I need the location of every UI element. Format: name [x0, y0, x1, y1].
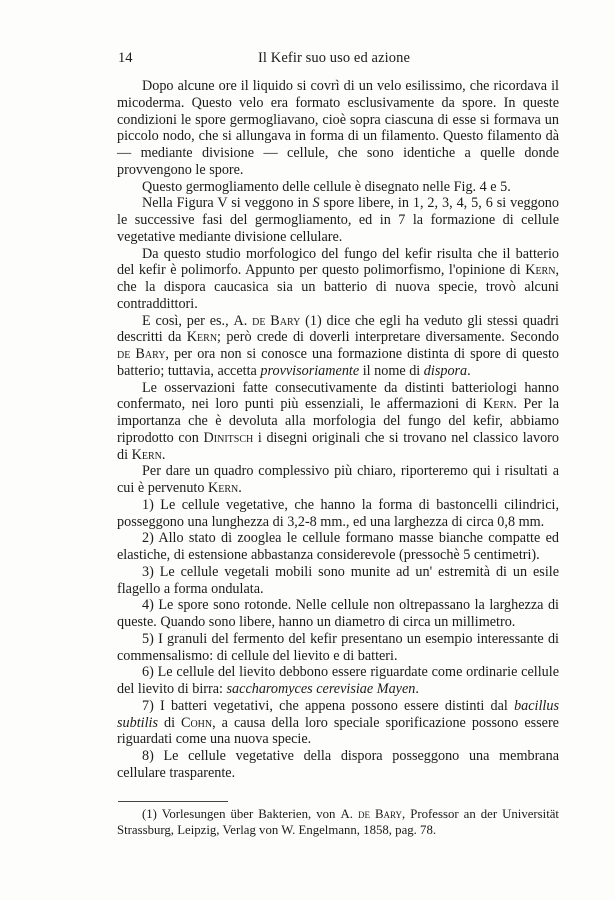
body-text — [117, 78, 559, 782]
list-item-8: 8) Le cellule vegetative della dispora posseggono una membrana cellulare trasparente. — [117, 748, 559, 781]
paragraph-polymorphism: Da questo studio morfologico del fungo del kefir risulta che il batterio del kefir è polimorfo. Appunto per questo polimorfismo, l'opinione di Kern, che la dispora caucasica sia un batterio di nuova specie, trovò alcuni contraddittori. — [117, 245, 559, 312]
list-item-4: 4) Le spore sono rotonde. Nelle cellule non oltrepassano la larghezza di queste. Quando sono libere, hanno un diametro di circa un millimetro. — [117, 597, 559, 630]
paragraph-observations: Le osservazioni fatte consecutivamente da distinti batteriologi hanno confermato, nei loro punti più essenziali, le affermazioni di Kern. Per la importanza che è devoluta alla morfologia del fungo del kefir, abbiamo riprodotto con Dinitsch i disegni originali che si trovano nel classico lavoro di Kern. — [117, 379, 559, 463]
running-title: Il Kefir suo uso ed azione — [258, 50, 410, 66]
list-item-3: 3) Le cellule vegetali mobili sono munite ad un' estremità di un esile flagello a forma ondulata. — [117, 563, 559, 597]
paragraph-germination: Questo germogliamento delle cellule è disegnato nelle Fig. 4 e 5. — [142, 178, 511, 195]
page-header — [118, 50, 558, 70]
list-item-1: 1) Le cellule vegetative, che hanno la forma di bastoncelli cilindrici, posseggono una lunghezza di 3,2-8 mm., ed una larghezza di circa 0,8 mm. — [117, 496, 559, 530]
list-item-2: 2) Allo stato di zooglea le cellule formano masse bianche compatte ed elastiche, di estensione abbastanza considerevole (pressochè 5 centimetri). — [117, 530, 559, 563]
footnote — [117, 806, 559, 838]
page-number: 14 — [118, 50, 133, 66]
paragraph-figure-v: Nella Figura V si veggono in S spore libere, in 1, 2, 3, 4, 5, 6 si veggono le successive fasi del germogliamento, ed in 7 la formazione di cellule vegetative mediante divisione cellulare. — [117, 195, 559, 245]
list-item-5: 5) I granuli del fermento del kefir presentano un esempio interessante di commensalismo: di cellule del lievito e di batteri. — [117, 630, 559, 664]
list-item-6: 6) Le cellule del lievito debbono essere riguardate come ordinarie cellule del lievito di birra: saccharomyces cerevisiae Mayen. — [117, 664, 559, 697]
list-item-7: 7) I batteri vegetativi, che appena possono essere distinti dal bacillus subtilis di Cohn, a causa della loro speciale sporificazione possono essere riguardati come una nuova specie. — [117, 697, 559, 748]
paragraph-summary-intro: Per dare un quadro complessivo più chiaro, riporteremo qui i risultati a cui è pervenuto Kern. — [117, 463, 559, 496]
footnote-text: (1) Vorlesungen über Bakterien, von A. de Bary, Professor an der Universität Strassburg, Leipzig, Verlag von W. Engelmann, 1858, pag. 78. — [117, 807, 559, 837]
footnote-divider — [118, 801, 228, 802]
paragraph-intro: Dopo alcune ore il liquido si covrì di un velo esilissimo, che ricordava il micoderma. Questo velo era formato esclusivamente da spore. In queste condizioni le spore germogliavano, cioè sopra ciascuna di esse si formava un piccolo nodo, che si allungava in forma di un filamento. Questo filamento dà — mediante divisione — cellule, che sono identiche a quelle donde provvengono le spore. — [117, 78, 559, 178]
paragraph-de-bary: E così, per es., A. de Bary (1) dice che egli ha veduto gli stessi quadri descritti da Kern; però crede di doverli interpretare diversamente. Secondo de Bary, per ora non si conosce una formazione distinta di spore di questo batterio; tuttavia, accetta provvisoriamente il nome di dispora. — [117, 312, 559, 379]
